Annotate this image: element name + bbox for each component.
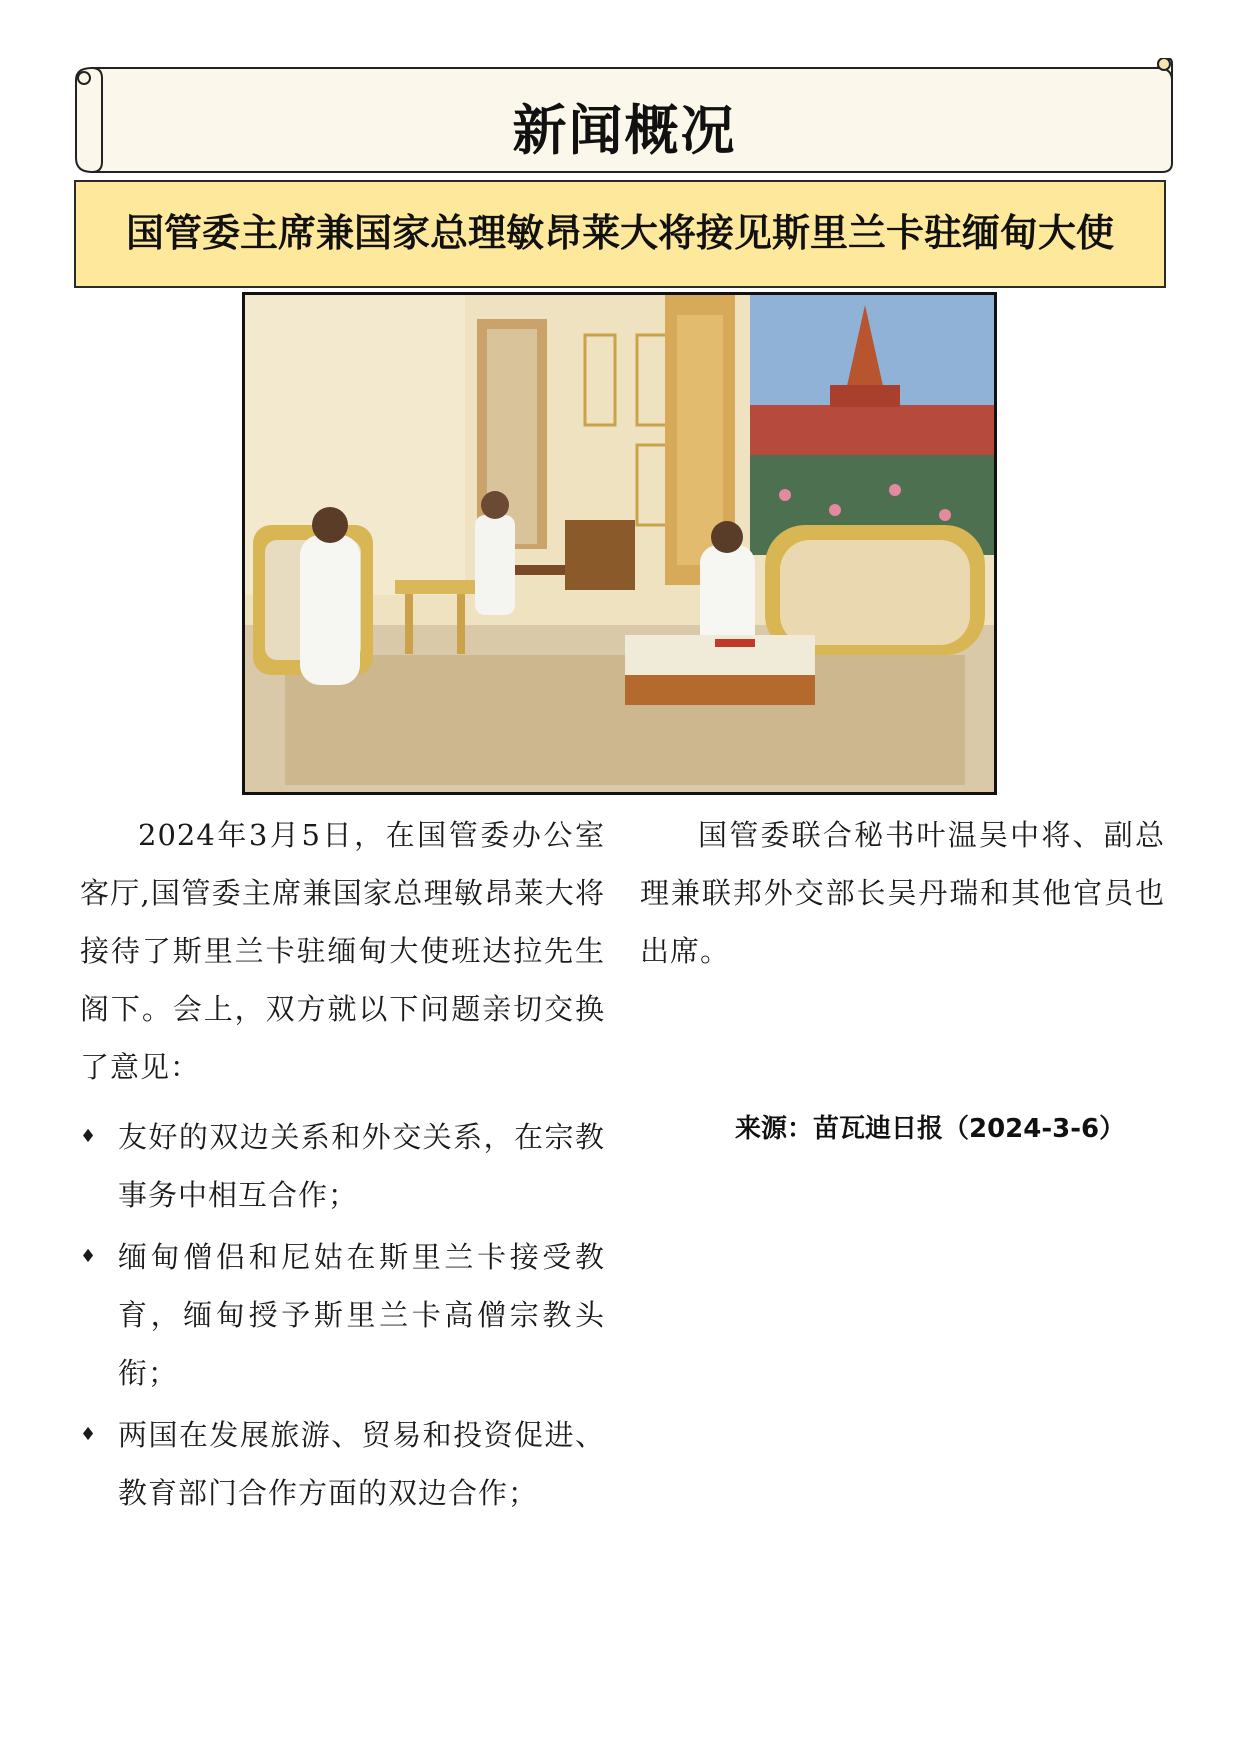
headline-box	[74, 180, 1166, 288]
meeting-room-illustration	[245, 295, 994, 792]
list-item-text: 缅甸僧侣和尼姑在斯里兰卡接受教育，缅甸授予斯里兰卡高僧宗教头衔；	[118, 1240, 605, 1390]
meeting-photo	[242, 292, 997, 795]
list-item-text: 友好的双边关系和外交关系，在宗教事务中相互合作；	[118, 1120, 605, 1212]
list-item-text: 两国在发展旅游、贸易和投资促进、教育部门合作方面的双边合作；	[118, 1418, 605, 1510]
list-item	[80, 1228, 605, 1402]
headline: 国管委主席兼国家总理敏昂莱大将接见斯里兰卡驻缅甸大使	[125, 211, 1114, 255]
diamond-bullet-icon: ♦	[80, 1246, 98, 1267]
scroll-banner	[72, 58, 1177, 178]
list-item	[80, 1108, 605, 1224]
intro-paragraph: 2024年3月5日，在国管委办公室客厅,国管委主席兼国家总理敏昂莱大将接待了斯里兰卡驻缅甸大使班达拉先生阁下。会上，双方就以下问题亲切交换了意见：	[80, 818, 605, 1084]
diamond-bullet-icon: ♦	[80, 1126, 98, 1147]
right-column	[640, 806, 1165, 980]
diamond-bullet-icon: ♦	[80, 1424, 98, 1445]
left-column	[80, 806, 605, 1522]
attendees-paragraph: 国管委联合秘书叶温吴中将、副总理兼联邦外交部长吴丹瑞和其他官员也出席。	[640, 818, 1165, 968]
page-title: 新闻概况	[512, 99, 737, 162]
list-item	[80, 1406, 605, 1522]
source-line: 来源：苗瓦迪日报（2024-3-6）	[735, 1114, 1126, 1144]
topics-list	[80, 1108, 605, 1522]
